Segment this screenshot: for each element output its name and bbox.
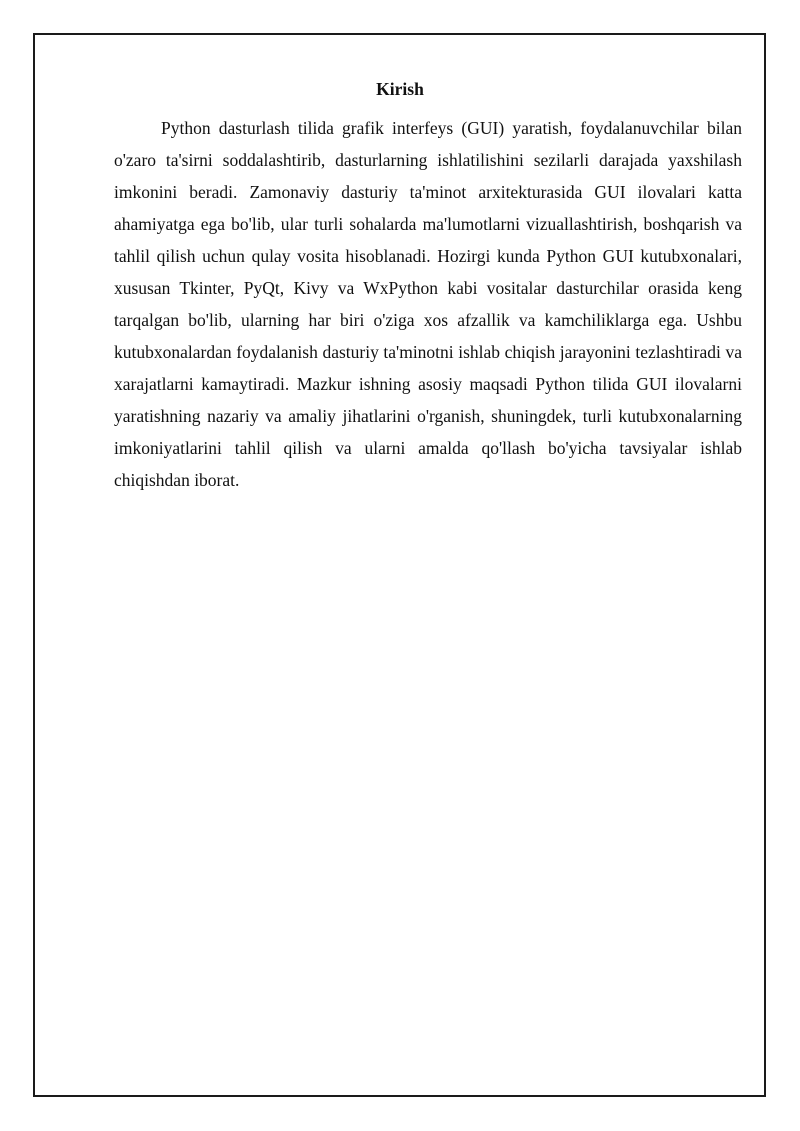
page-title: Kirish	[376, 79, 424, 99]
body-paragraph: Python dasturlash tilida grafik interfeys (GUI) yaratish, foydalanuvchilar bilan o'zaro ta'sirni soddalashtirib, dasturlarning ishlatilishini sezilarli darajada yaxshilash imkonini beradi. Zamonaviy dasturiy ta'minot arxitekturasida GUI ilovalari katta ahamiyatga ega bo'lib, ular turli sohalarda ma'lumotlarni vizuallashtirish, boshqarish va tahlil qilish uchun qulay vosita hisoblanadi. Hozirgi kunda Python GUI kutubxonalari, xususan Tkinter, PyQt, Kivy va WxPython kabi vositalar dasturchilar orasida keng tarqalgan bo'lib, ularning har biri o'ziga xos afzallik va kamchiliklarga ega. Ushbu kutubxonalardan foydalanish dasturiy ta'minotni ishlab chiqish jarayonini tezlashtiradi va xarajatlarni kamaytiradi. Mazkur ishning asosiy maqsadi Python tilida GUI ilovalarni yaratishning nazariy va amaliy jihatlarini o'rganish, shuningdek, turli kutubxonalarning imkoniyatlarini tahlil qilish va ularni amalda qo'llash bo'yicha tavsiyalar ishlab chiqishdan iborat.	[114, 118, 742, 490]
